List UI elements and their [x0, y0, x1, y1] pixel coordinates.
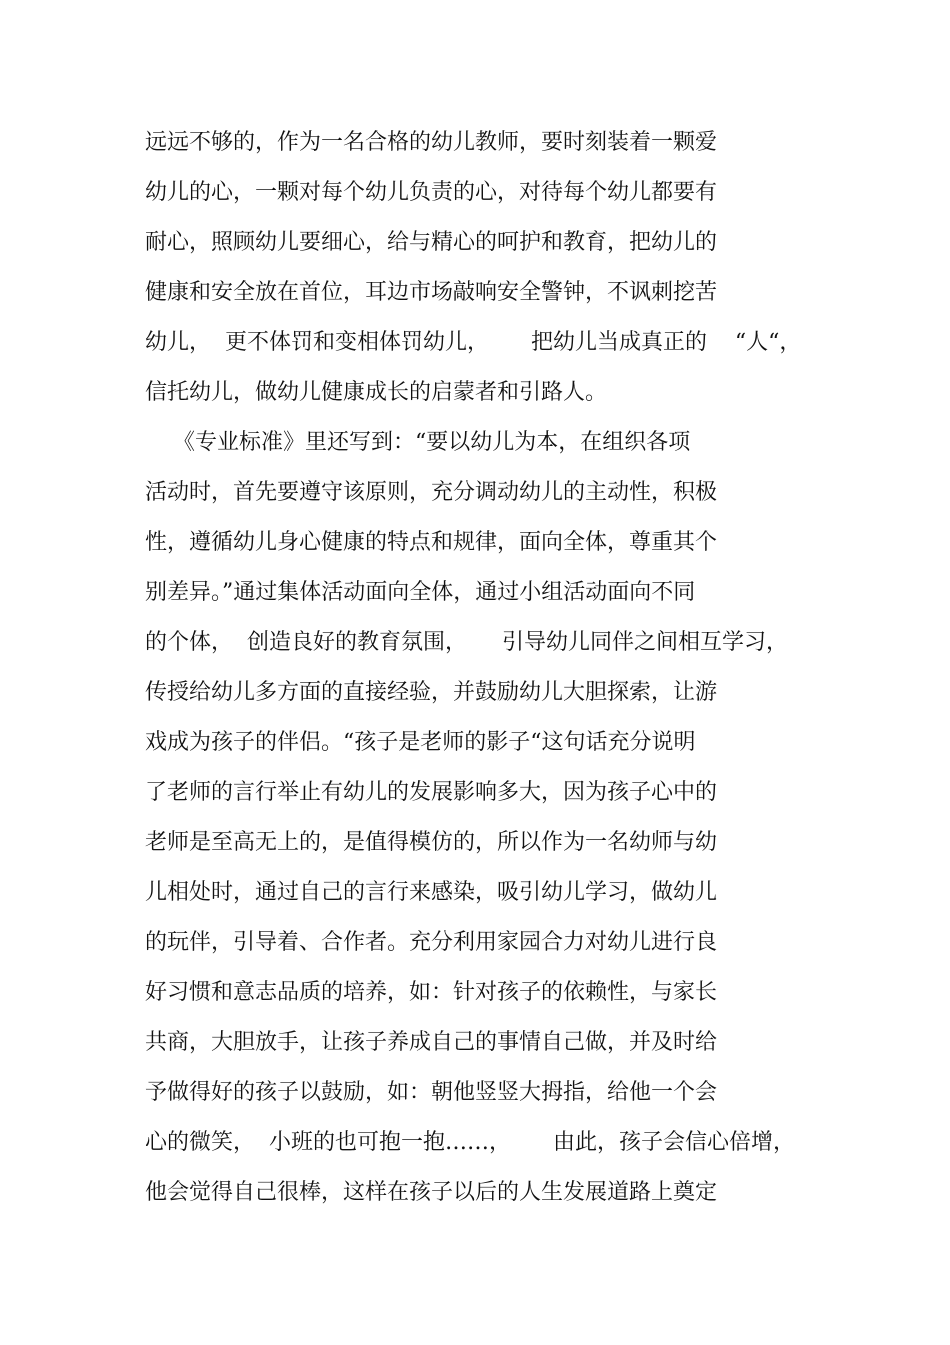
text-line: 老师是至高无上的，是值得模仿的，所以作为一名幼师与幼: [145, 830, 718, 855]
text-line: 的个体， 创造良好的教育氛围， 引导幼儿同伴之间相互学习，: [145, 630, 788, 655]
text-line: 信托幼儿，做幼儿健康成长的启蒙者和引路人。: [145, 380, 608, 405]
text-line: 性，遵循幼儿身心健康的特点和规律，面向全体，尊重其个: [145, 530, 718, 555]
text-line: 的玩伴，引导着、合作者。充分利用家园合力对幼儿进行良: [145, 930, 718, 955]
text-line: 传授给幼儿多方面的直接经验，并鼓励幼儿大胆探索，让游: [145, 680, 718, 705]
paragraph-start-line: 《专业标准》里还写到：“要以幼儿为本，在组织各项: [145, 430, 691, 455]
text-line: 儿相处时，通过自己的言行来感染，吸引幼儿学习，做幼儿: [145, 880, 718, 905]
text-line: 耐心，照顾幼儿要细心，给与精心的呵护和教育，把幼儿的: [145, 230, 718, 255]
text-line: 别差异。”通过集体活动面向全体，通过小组活动面向不同: [145, 580, 696, 605]
text-line: 好习惯和意志品质的培养，如：针对孩子的依赖性，与家长: [145, 980, 718, 1005]
text-line: 了老师的言行举止有幼儿的发展影响多大，因为孩子心中的: [145, 780, 718, 805]
text-line: 予做得好的孩子以鼓励，如：朝他竖竖大拇指，给他一个会: [145, 1080, 718, 1105]
text-line: 幼儿， 更不体罚和变相体罚幼儿， 把幼儿当成真正的 “人“，: [145, 330, 802, 355]
text-line: 戏成为孩子的伴侣。“孩子是老师的影子“这句话充分说明: [145, 730, 696, 755]
text-line: 心的微笑， 小班的也可抱一抱……， 由此，孩子会信心倍增，: [145, 1130, 795, 1155]
text-line: 活动时，首先要遵守该原则，充分调动幼儿的主动性，积极: [145, 480, 718, 505]
text-line: 幼儿的心，一颗对每个幼儿负责的心，对待每个幼儿都要有: [145, 180, 718, 205]
text-line: 共商，大胆放手，让孩子养成自己的事情自己做，并及时给: [145, 1030, 718, 1055]
text-line: 健康和安全放在首位，耳边市场敲响安全警钟，不讽刺挖苦: [145, 280, 718, 305]
text-line: 他会觉得自己很棒，这样在孩子以后的人生发展道路上奠定: [145, 1180, 718, 1205]
text-line: 远远不够的，作为一名合格的幼儿教师，要时刻装着一颗爱: [145, 130, 718, 155]
